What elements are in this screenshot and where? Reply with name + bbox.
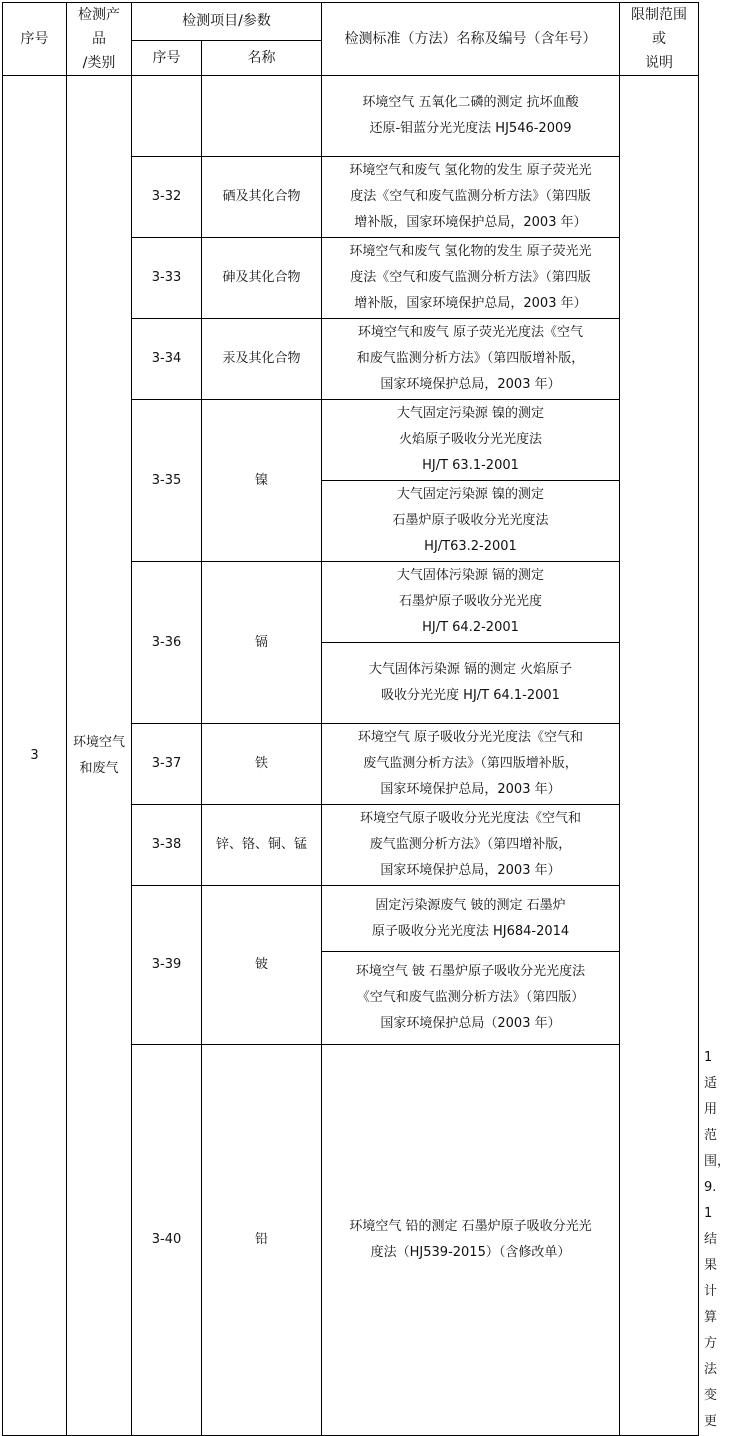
item-name: 铍 bbox=[202, 886, 322, 1045]
header-standard: 检测标准（方法）名称及编号（含年号） bbox=[322, 3, 620, 76]
item-name: 硒及其化合物 bbox=[202, 157, 322, 238]
item-name: 铁 bbox=[202, 724, 322, 805]
item-seq: 3-33 bbox=[132, 238, 202, 319]
header-product: 检测产品 /类别 bbox=[67, 3, 132, 76]
item-seq bbox=[132, 76, 202, 157]
standard-cell: 环境空气 五氧化二磷的测定 抗坏血酸 还原-钼蓝分光光度法 HJ546-2009 bbox=[322, 76, 620, 157]
item-name: 锌、铬、铜、锰 bbox=[202, 805, 322, 886]
standard-cell: 大气固定污染源 镍的测定 石墨炉原子吸收分光光度法 HJ/T63.2-2001 bbox=[322, 481, 620, 562]
standard-cell: 环境空气和废气 氢化物的发生 原子荧光光 度法《空气和废气监测分析方法》（第四版 增补版，国家环境保护总局，2003 年） bbox=[322, 157, 620, 238]
standard-cell: 环境空气 铍 石墨炉原子吸收分光光度法 《空气和废气监测分析方法》（第四版） 国家环境保护总局（2003 年） bbox=[322, 952, 620, 1045]
item-name: 镉 bbox=[202, 562, 322, 724]
header-seq: 序号 bbox=[3, 3, 67, 76]
table-row: 3-40 铅 环境空气 铅的测定 石墨炉原子吸收分光光 度法（HJ539-2015）（含修改单） 1 适用范 围，9.1 结 果计算 方法变更 bbox=[3, 1045, 699, 1436]
item-seq: 3-36 bbox=[132, 562, 202, 724]
header-item-group: 检测项目/参数 bbox=[132, 3, 322, 41]
item-seq: 3-34 bbox=[132, 319, 202, 400]
standard-cell: 固定污染源废气 铍的测定 石墨炉 原子吸收分光光度法 HJ684-2014 bbox=[322, 886, 620, 952]
header-item-name: 名称 bbox=[202, 40, 322, 75]
group-seq: 3 bbox=[3, 76, 67, 1436]
item-seq: 3-40 bbox=[132, 1045, 202, 1436]
item-name bbox=[202, 76, 322, 157]
item-seq: 3-39 bbox=[132, 886, 202, 1045]
header-item-seq: 序号 bbox=[132, 40, 202, 75]
standards-table bbox=[2, 2, 730, 1436]
standard-cell: 大气固体污染源 镉的测定 石墨炉原子吸收分光光度 HJ/T 64.2-2001 bbox=[322, 562, 620, 643]
item-name: 砷及其化合物 bbox=[202, 238, 322, 319]
item-seq: 3-37 bbox=[132, 724, 202, 805]
item-name: 镍 bbox=[202, 400, 322, 562]
note-cell bbox=[620, 76, 699, 1436]
standard-cell: 环境空气和废气 原子荧光光度法《空气 和废气监测分析方法》（第四版增补版， 国家环境保护总局，2003 年） bbox=[322, 319, 620, 400]
standard-cell: 环境空气 原子吸收分光光度法《空气和 废气监测分析方法》（第四版增补版， 国家环境保护总局，2003 年） bbox=[322, 724, 620, 805]
item-seq: 3-38 bbox=[132, 805, 202, 886]
standard-cell: 大气固定污染源 镍的测定 火焰原子吸收分光光度法 HJ/T 63.1-2001 bbox=[322, 400, 620, 481]
group-product: 环境空气 和废气 bbox=[67, 76, 132, 1436]
table-row bbox=[3, 76, 699, 157]
item-seq: 3-32 bbox=[132, 157, 202, 238]
standard-cell: 环境空气 铅的测定 石墨炉原子吸收分光光 度法（HJ539-2015）（含修改单） bbox=[322, 1045, 620, 1436]
item-seq: 3-35 bbox=[132, 400, 202, 562]
standard-cell: 环境空气和废气 氢化物的发生 原子荧光光 度法《空气和废气监测分析方法》（第四版 增补版，国家环境保护总局，2003 年） bbox=[322, 238, 620, 319]
item-name: 铅 bbox=[202, 1045, 322, 1436]
header-limit: 限制范围或 说明 bbox=[620, 3, 699, 76]
standard-cell: 大气固体污染源 镉的测定 火焰原子 吸收分光光度 HJ/T 64.1-2001 bbox=[322, 643, 620, 724]
standard-cell: 环境空气原子吸收分光光度法《空气和 废气监测分析方法》（第四增补版， 国家环境保护总局，2003 年） bbox=[322, 805, 620, 886]
item-name: 汞及其化合物 bbox=[202, 319, 322, 400]
